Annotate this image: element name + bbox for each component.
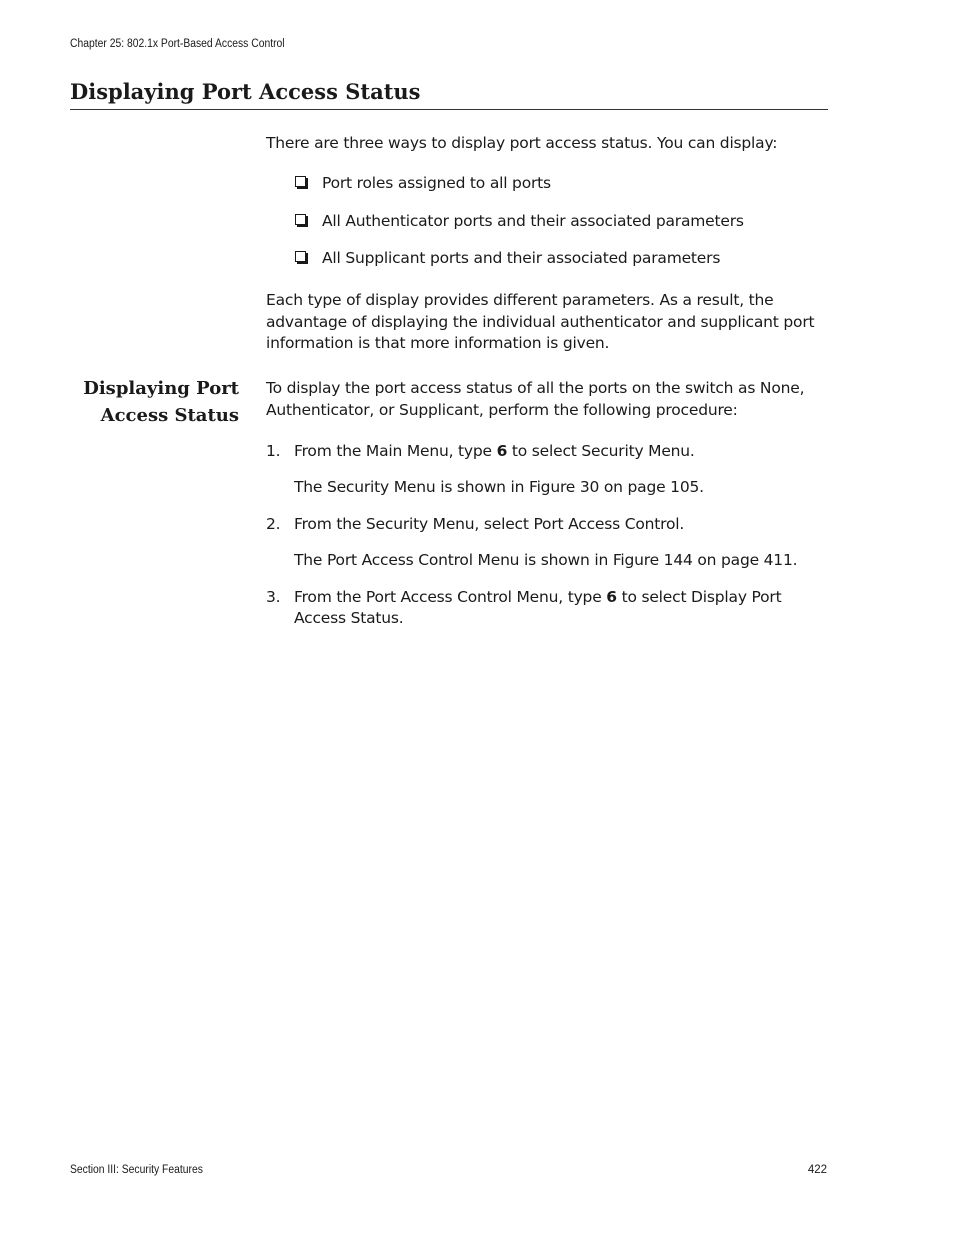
- subsection-heading-line1: Displaying Port: [83, 378, 239, 399]
- step-text-before: From the Port Access Control Menu, type: [294, 588, 607, 606]
- checkbox-bullet-icon: [295, 214, 306, 225]
- running-head: Chapter 25: 802.1x Port-Based Access Control: [70, 38, 285, 50]
- procedure-step-1: [266, 441, 826, 462]
- step-text: [294, 587, 806, 628]
- intro-text: There are three ways to display port access status. You can display:: [266, 134, 778, 152]
- step-note: The Port Access Control Menu is shown in Figure 144 on page 411.: [294, 551, 798, 569]
- step-number: 2.: [266, 515, 281, 533]
- summary-text: Each type of display provides different parameters. As a result, the advantage of displaying the individual authenticator and supplicant port information is that more information is given.: [266, 291, 815, 352]
- subsection-heading-line2: Access Status: [100, 405, 239, 426]
- intro-paragraph: [266, 133, 826, 155]
- bullet-item: [295, 248, 720, 269]
- subsection-heading: [60, 375, 239, 429]
- procedure-step-3: [266, 587, 806, 628]
- procedure-step-2: [266, 514, 826, 535]
- summary-paragraph: [266, 290, 826, 355]
- bullet-text: All Supplicant ports and their associated parameters: [322, 249, 721, 267]
- step-text: From the Security Menu, select Port Access Control.: [294, 515, 685, 533]
- footer-page-number: 422: [807, 1164, 827, 1176]
- section-title: Displaying Port Access Status: [70, 78, 828, 110]
- checkbox-bullet-icon: [295, 251, 306, 262]
- step-number: 1.: [266, 442, 281, 460]
- bullet-item: [295, 211, 744, 232]
- subsection-intro-paragraph: [266, 378, 822, 421]
- subsection-intro-text: To display the port access status of all the ports on the switch as None, Authenticator, or Supplicant, perform the following procedure:: [266, 379, 805, 419]
- bullet-text: Port roles assigned to all ports: [322, 174, 551, 192]
- step-text-after: to select Display Port Access Status.: [294, 588, 782, 627]
- step-text: [294, 441, 826, 462]
- step-key: 6: [496, 442, 508, 460]
- bullet-text: All Authenticator ports and their associated parameters: [322, 212, 744, 230]
- step-key: 6: [606, 588, 617, 606]
- step-text-before: From the Main Menu, type: [294, 442, 497, 460]
- checkbox-bullet-icon: [295, 176, 306, 187]
- bullet-item: [295, 173, 551, 194]
- footer-section-name: Section III: Security Features: [70, 1164, 203, 1176]
- step-note: The Security Menu is shown in Figure 30 on page 105.: [294, 478, 704, 496]
- step-number: 3.: [266, 588, 281, 606]
- step-text-after: to select Security Menu.: [507, 442, 695, 460]
